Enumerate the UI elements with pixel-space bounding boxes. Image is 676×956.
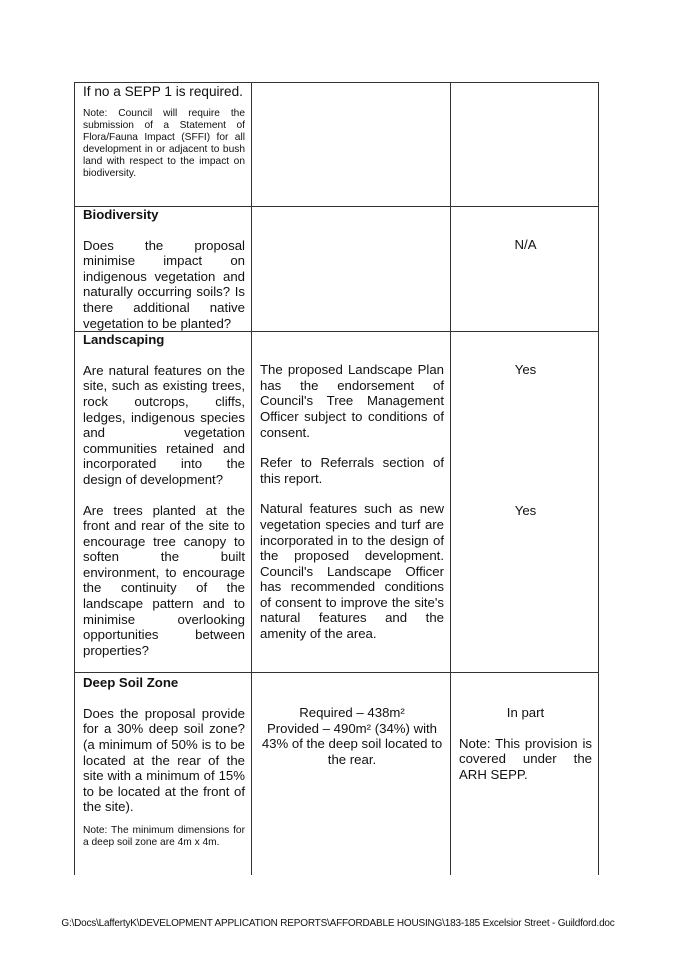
landscaping-compliance-1: Yes (514, 362, 537, 378)
table-row-sepp (75, 83, 599, 207)
biodiversity-question-cell (75, 207, 252, 332)
table-row-biodiversity (75, 207, 599, 332)
landscaping-heading: Landscaping (83, 332, 165, 348)
landscaping-question-cell (75, 332, 252, 673)
deep-soil-compliance-cell (451, 673, 599, 875)
deep-soil-compliance: In part (506, 705, 545, 721)
biodiversity-compliance: N/A (514, 237, 537, 252)
landscaping-response-cell (252, 332, 451, 673)
sepp-question: If no a SEPP 1 is required. (83, 84, 243, 99)
deep-soil-provided: Provided – 490m² (34%) with 43% of the deep soil located to the rear. (261, 720, 443, 767)
landscaping-compliance-2: Yes (514, 502, 537, 518)
deep-soil-compliance-note: Note: This provision is covered under the ARH SEPP. (459, 735, 592, 782)
deep-soil-required: Required – 438m² (299, 705, 405, 721)
table-row-landscaping (75, 332, 599, 673)
landscaping-compliance-cell (451, 332, 599, 673)
sepp-response-cell (252, 83, 451, 207)
deep-soil-heading: Deep Soil Zone (83, 675, 179, 691)
biodiversity-question: Does the proposal minimise impact on indigenous vegetation and naturally occurring soils? Is there additional native vegetation to be planted? (83, 237, 245, 331)
sepp-question-cell (75, 83, 252, 207)
deep-soil-question: Does the proposal provide for a 30% deep soil zone? (a minimum of 50% is to be located at the rear of the site with a minimum of 15% to be located at the front of the site). (83, 705, 245, 815)
deep-soil-note: Note: The minimum dimensions for a deep soil zone are 4m x 4m. (83, 824, 245, 848)
landscaping-answer-1: The proposed Landscape Plan has the endorsement of Council's Tree Management Officer subject to conditions of consent. (260, 362, 444, 440)
compliance-table (74, 82, 599, 875)
deep-soil-response-cell (252, 673, 451, 875)
biodiversity-response-cell (252, 207, 451, 332)
biodiversity-heading: Biodiversity (83, 207, 159, 222)
landscaping-question-2: Are trees planted at the front and rear of the site to encourage tree canopy to soften the built environment, to encourage the continuity of the landscape pattern and to minimise overlooking opportunities between properties? (83, 502, 245, 658)
landscaping-answer-2: Natural features such as new vegetation species and turf are incorporated in to the design of the proposed development. Council's Landscape Officer has recommended conditions of consent to improve the site's natural features and the amenity of the area. (260, 501, 444, 642)
document-footer-path: G:\Docs\LaffertyK\DEVELOPMENT APPLICATION REPORTS\AFFORDABLE HOUSING\183-185 Excelsior Street - Guildford.doc (61, 918, 615, 929)
sepp-compliance-cell (451, 83, 599, 207)
biodiversity-compliance-cell (451, 207, 599, 332)
deep-soil-question-cell (75, 673, 252, 875)
landscaping-answer-1-referral: Refer to Referrals section of this report. (260, 455, 444, 486)
landscaping-question-1: Are natural features on the site, such as existing trees, rock outcrops, cliffs, ledges, indigenous species and vegetation communities retained and incorporated into the design of development? (83, 362, 245, 487)
sepp-note: Note: Council will require the submission of a Statement of Flora/Fauna Impact (SFFI) for all development in or adjacent to bush land with respect to the impact on biodiversity. (83, 108, 245, 179)
table-row-deep-soil (75, 673, 599, 875)
